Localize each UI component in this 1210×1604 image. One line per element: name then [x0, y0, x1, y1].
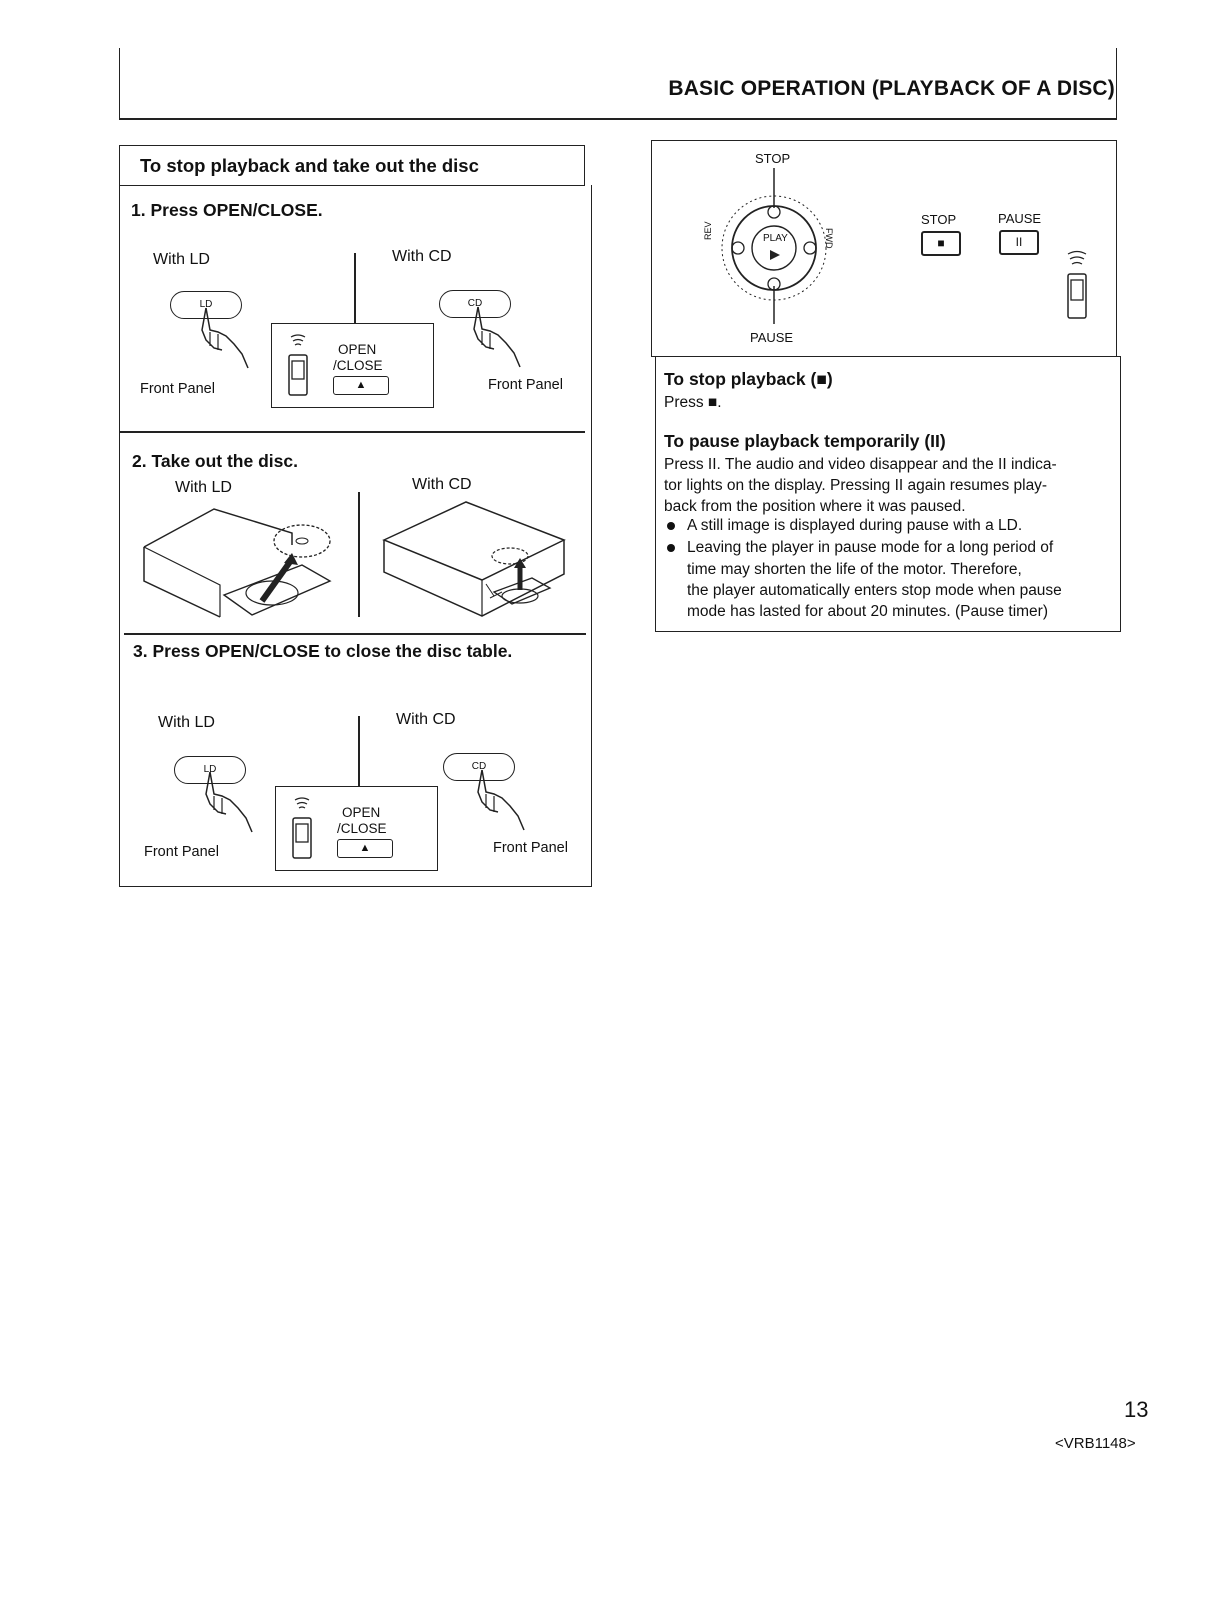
pause-heading: To pause playback temporarily (II) — [664, 431, 946, 451]
step3-close-label: /CLOSE — [337, 821, 387, 836]
step1-open-label: OPEN — [338, 342, 377, 357]
step-divider-1 — [120, 431, 585, 433]
step2-with-ld: With LD — [175, 479, 232, 496]
step1-front-panel-right: Front Panel — [488, 377, 563, 393]
step1-with-ld: With LD — [153, 251, 210, 268]
step1-cd-button: CD — [439, 290, 511, 318]
step3-front-panel-right: Front Panel — [493, 840, 568, 856]
bullet2-line3: the player automatically enters stop mode when pause — [687, 582, 1062, 599]
step-divider-2 — [124, 633, 586, 635]
page-title: BASIC OPERATION (PLAYBACK OF A DISC) — [668, 77, 1115, 100]
step3-title: 3. Press OPEN/CLOSE to close the disc table. — [133, 641, 513, 661]
step1-with-cd: With CD — [392, 248, 452, 265]
step3-ld-button: LD — [174, 756, 246, 784]
page-number: 13 — [1124, 1397, 1149, 1422]
pause-text-line3: back from the position where it was paused. — [664, 498, 966, 515]
document-code: <VRB1148> — [1055, 1435, 1136, 1452]
step1-close-label: /CLOSE — [333, 358, 383, 373]
diagram-fwd-label: FWD — [824, 228, 834, 249]
step3-front-panel-left: Front Panel — [144, 844, 219, 860]
jog-dial-icon — [706, 168, 836, 328]
step1-remote-icon — [283, 333, 313, 399]
ld-player-drawing-icon — [142, 505, 342, 623]
step2-with-cd: With CD — [412, 476, 472, 493]
step3-divider — [358, 716, 360, 788]
step1-eject-button: ▲ — [333, 376, 389, 395]
remote-control-icon — [1062, 250, 1092, 320]
step3-ld-hand-icon — [200, 770, 270, 834]
bullet-dot-2 — [667, 544, 675, 552]
header-rule — [119, 118, 1117, 120]
step2-title: 2. Take out the disc. — [132, 451, 298, 471]
cd-player-drawing-icon — [382, 500, 572, 620]
step3-with-ld: With LD — [158, 714, 215, 731]
diagram-play-label: PLAY — [763, 233, 788, 244]
bullet-dot-1 — [667, 522, 675, 530]
diagram-pause-bottom: PAUSE — [750, 330, 794, 345]
bullet2-line1: Leaving the player in pause mode for a long period of — [687, 539, 1054, 556]
pause-button-label: PAUSE — [998, 211, 1042, 226]
step2-divider — [358, 492, 360, 617]
step1-title: 1. Press OPEN/CLOSE. — [131, 200, 323, 220]
step3-with-cd: With CD — [396, 711, 456, 728]
stop-button-label: STOP — [921, 212, 957, 227]
pause-button-icon: II — [999, 230, 1039, 255]
step3-remote-icon — [287, 796, 317, 862]
stop-text: Press ■. — [664, 394, 722, 411]
step1-front-panel-left: Front Panel — [140, 381, 215, 397]
section-title: To stop playback and take out the disc — [140, 155, 479, 176]
bullet2-line4: mode has lasted for about 20 minutes. (Pause timer) — [687, 603, 1048, 620]
step1-ld-hand-icon — [196, 306, 266, 370]
step3-cd-hand-icon — [472, 768, 542, 832]
stop-button-icon: ■ — [921, 231, 961, 256]
bullet2-line2: time may shorten the life of the motor. Therefore, — [687, 561, 1022, 578]
step1-cd-hand-icon — [468, 305, 538, 369]
step3-open-label: OPEN — [342, 805, 381, 820]
pause-text-line1: Press II. The audio and video disappear and the II indica- — [664, 456, 1057, 473]
diagram-stop-top: STOP — [755, 151, 791, 166]
stop-heading: To stop playback (■) — [664, 369, 833, 389]
step3-cd-button: CD — [443, 753, 515, 781]
bullet1-text: A still image is displayed during pause with a LD. — [687, 517, 1023, 534]
diagram-rev-label: REV — [703, 221, 713, 240]
step1-ld-button: LD — [170, 291, 242, 319]
step3-eject-button: ▲ — [337, 839, 393, 858]
pause-text-line2: tor lights on the display. Pressing II again resumes play- — [664, 477, 1048, 494]
step1-divider — [354, 253, 356, 325]
